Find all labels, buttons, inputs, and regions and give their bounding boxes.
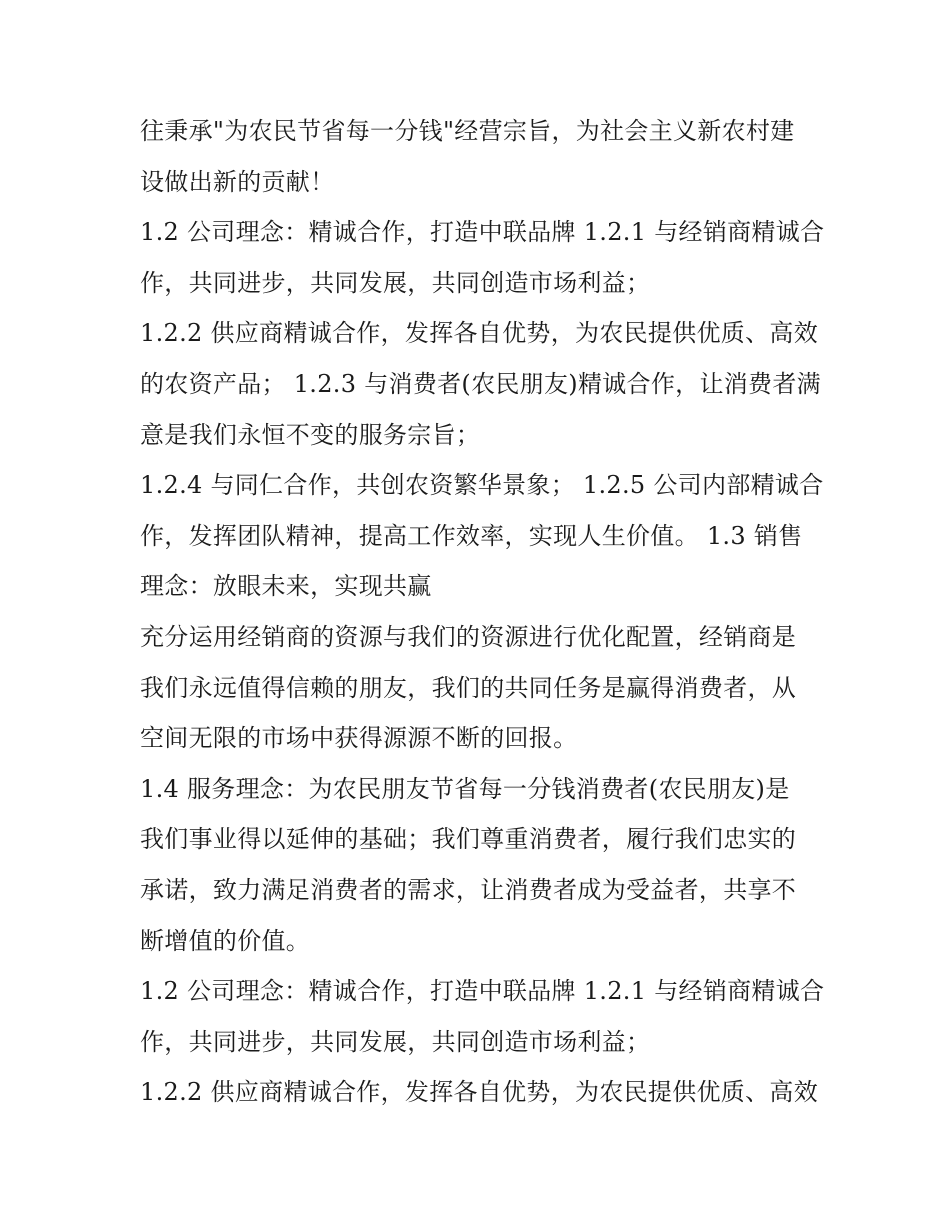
text-line: 1.2.4 与同仁合作，共创农资繁华景象； 1.2.5 公司内部精诚合	[140, 471, 824, 500]
text-line: 意是我们永恒不变的服务宗旨；	[140, 420, 481, 449]
text-line: 理念：放眼未来，实现共赢	[140, 572, 432, 601]
text-line: 设做出新的贡献！	[140, 167, 335, 196]
text-line: 作，共同进步，共同发展，共同创造市场利益；	[140, 1027, 651, 1056]
text-line: 1.4 服务理念：为农民朋友节省每一分钱消费者(农民朋友)是	[140, 774, 790, 803]
text-line: 承诺，致力满足消费者的需求，让消费者成为受益者，共享不	[140, 875, 797, 904]
text-line: 断增值的价值。	[140, 926, 311, 955]
text-line: 我们永远值得信赖的朋友，我们的共同任务是赢得消费者，从	[140, 673, 797, 702]
text-line: 作，发挥团队精神，提高工作效率，实现人生价值。 1.3 销售	[140, 521, 803, 550]
text-line: 的农资产品； 1.2.3 与消费者(农民朋友)精诚合作，让消费者满	[140, 369, 821, 398]
text-line: 1.2 公司理念：精诚合作，打造中联品牌 1.2.1 与经销商精诚合	[140, 218, 825, 247]
text-line: 1.2 公司理念：精诚合作，打造中联品牌 1.2.1 与经销商精诚合	[140, 977, 825, 1006]
text-line: 往秉承"为农民节省每一分钱"经营宗旨，为社会主义新农村建	[140, 117, 795, 145]
document-body	[140, 106, 825, 1118]
text-line: 充分运用经销商的资源与我们的资源进行优化配置，经销商是	[140, 622, 797, 651]
text-line: 作，共同进步，共同发展，共同创造市场利益；	[140, 268, 651, 297]
text-line: 空间无限的市场中获得源源不断的回报。	[140, 724, 578, 753]
text-line: 1.2.2 供应商精诚合作，发挥各自优势，为农民提供优质、高效	[140, 1078, 818, 1107]
text-line: 我们事业得以延伸的基础；我们尊重消费者，履行我们忠实的	[140, 825, 797, 854]
text-line: 1.2.2 供应商精诚合作，发挥各自优势，为农民提供优质、高效	[140, 319, 818, 348]
